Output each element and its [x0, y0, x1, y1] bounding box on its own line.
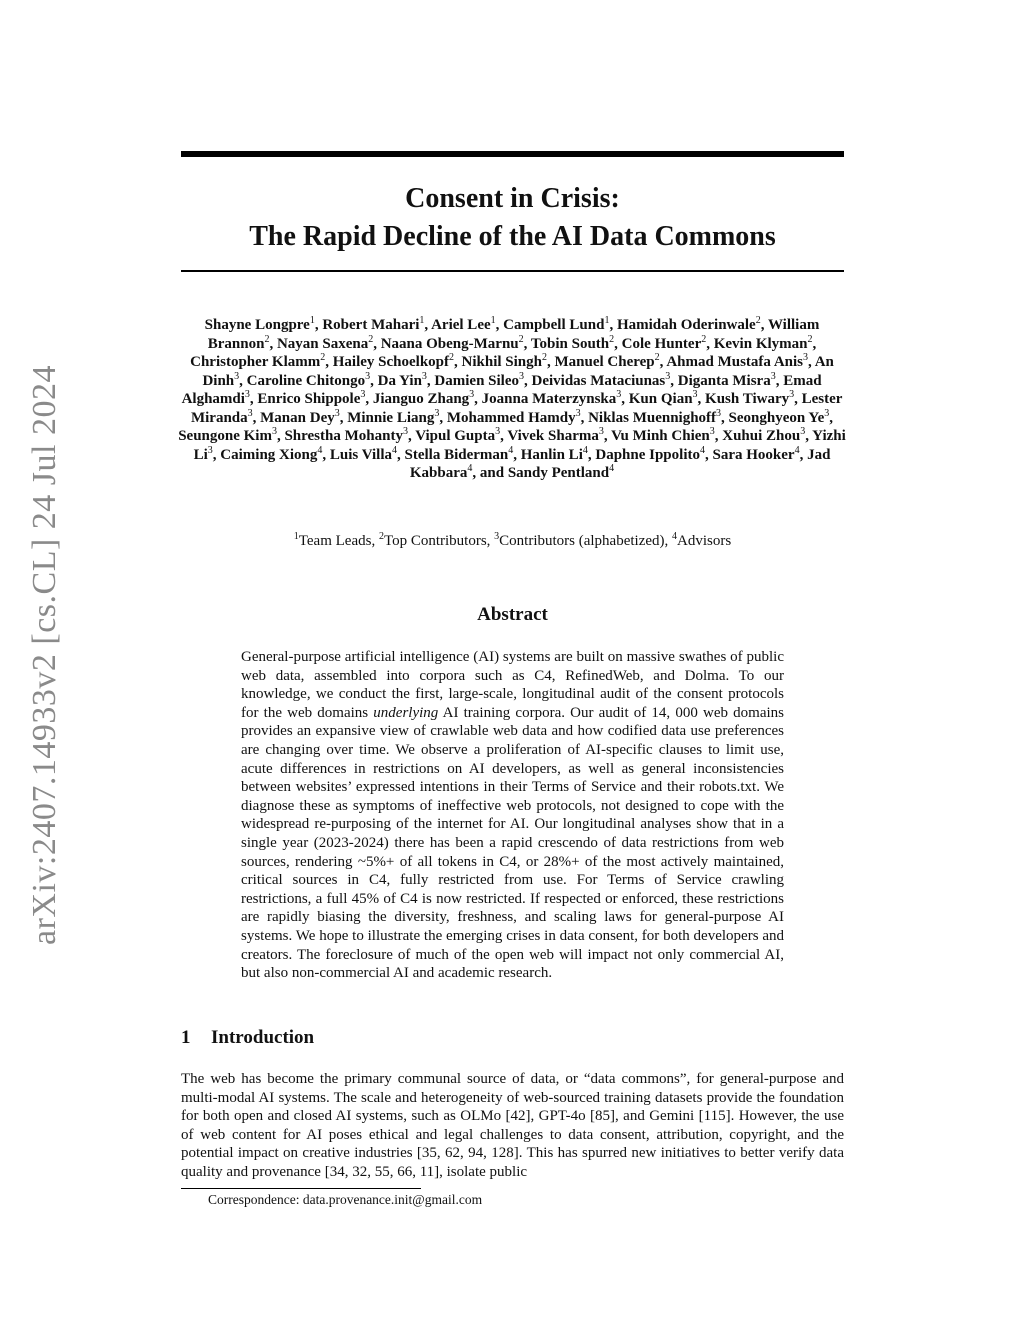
author-list: Shayne Longpre$^1$, Robert Mahari$^1$, Ariel Lee$^1$, Campbell Lund$^1$, Hamidah Oderinwale$^2$, William Brannon$^2$, Nayan Saxena$^2$, Naana Obeng-Marnu$^2$, Tobin South$^2$, Cole Hunter$^2$, Kevin Klyman$^2$, Christopher Klamm$^2$, Hailey Schoelkopf$^2$, Nikhil Singh$^2$, Manuel Cherep$^2$, Ahmad Mustafa Anis$^3$, An Dinh$^3$, Caroline Chitongo$^3$, Da Yin$^3$, Damien Sileo$^3$, Deividas Mataciunas$^3$, Diganta Misra$^3$, Emad Alghamdi$^3$, Enrico Shippole$^3$, Jianguo Zhang$^3$, Joanna Materzynska$^3$, Kun Qian$^3$, Kush Tiwary$^3$, Lester Miranda$^3$, Manan Dey$^3$, Minnie Liang$^3$, Mohammed Hamdy$^3$, Niklas Muennighoff$^3$, Seonghyeon Ye$^3$, Seungone Kim$^3$, Shrestha Mohanty$^3$, Vipul Gupta$^3$, Vivek Sharma$^3$, Vu Minh Chien$^3$, Xuhui Zhou$^3$, Yizhi Li$^3$, Caiming Xiong$^4$, Luis Villa$^4$, Stella Biderman$^4$, Hanlin Li$^4$, Daphne Ippolito$^4$, Sara Hooker$^4$, Jad Kabbara$^4$, and Sandy Pentland$^4$ — [178, 315, 846, 481]
affiliation-label: Team Leads — [298, 533, 372, 549]
author-affiliation-marker: 1 — [309, 315, 315, 326]
title-bottom-rule — [181, 270, 844, 272]
author-affiliation-marker: 3 — [469, 389, 475, 400]
author-name: Christopher Klamm — [190, 354, 321, 370]
author-name: Hamidah Oderinwale — [616, 317, 756, 333]
author-affiliation-marker: 3 — [421, 370, 427, 382]
author-affiliation-marker: 2 — [654, 352, 660, 363]
author-affiliation-marker: 4 — [582, 444, 588, 456]
author-name: Da Yin — [377, 372, 422, 389]
footnote-rule — [181, 1188, 421, 1189]
abstract-text-2: AI training corpora. Our audit of 14, 000 web domains provides an expansive view of crawlable web data and how codified data use preferences are changing over time. We observe a proliferation of AI-specific clauses to limit use, acute differences in restrictions on AI developers, as well as general inconsistencies between websites’ expressed intentions in their Terms of Service and their robots.txt. We diagnose these as symptoms of ineffective web protocols, not designed to cope with the widespread re-purposing of the internet for AI. Our longitudinal analyses show that in a single year (2023-2024) there has been a rapid crescendo of data restrictions from web sources, rendering ~5%+ of all tokens in C4, or 28%+ of the most actively maintained, critical sources in C4, fully restricted from use. For Terms of Service crawling restrictions, a full 45% of C4 is now restricted. If respected or enforced, these restrictions are rapidly biasing the diversity, freshness, and scaling laws for general-purpose AI systems. We hope to illustrate the emerging crises in data consent, for both developers and creators. The foreclosure of much of the open web will impact not only commercial AI, but also non-commercial AI and academic research. — [241, 704, 784, 982]
author-name: Mohammed Hamdy — [446, 409, 576, 426]
author-affiliation-marker: 3 — [575, 407, 581, 419]
affiliation-number: 1 — [293, 531, 299, 542]
affiliation-label: Top Contributors — [383, 533, 487, 549]
author-affiliation-marker: 3 — [247, 407, 253, 419]
author-affiliation-marker: 2 — [518, 333, 524, 345]
author-name: Hailey Schoelkopf — [332, 354, 450, 370]
author-name: Nikhil Singh — [461, 354, 542, 370]
author-name: Cole Hunter — [621, 335, 702, 352]
author-affiliation-marker: 3 — [803, 352, 809, 363]
author-affiliation-marker: 2 — [368, 333, 374, 345]
author-name: Kevin Klyman — [713, 335, 808, 352]
author-affiliation-marker: 3 — [271, 426, 277, 437]
author-name: William Brannon — [207, 317, 820, 352]
author-name: Shrestha Mohanty — [284, 428, 403, 444]
author-affiliation-marker: 4 — [794, 444, 800, 456]
author-name: Seungone Kim — [178, 428, 272, 444]
author-name: Manan Dey — [260, 409, 335, 426]
author-affiliation-marker: 4 — [699, 444, 705, 456]
author-name: Emad Alghamdi — [181, 372, 822, 407]
author-name: Nayan Saxena — [276, 335, 369, 352]
author-affiliation-marker: 3 — [789, 389, 795, 400]
author-affiliation-marker: 3 — [824, 407, 830, 419]
author-name: Kush Tiwary — [705, 391, 790, 407]
author-affiliation-marker: 3 — [616, 389, 622, 400]
author-affiliation-marker: 3 — [207, 444, 213, 456]
author-affiliation-marker: 4 — [392, 444, 397, 456]
author-name: Naana Obeng-Marnu — [380, 335, 519, 352]
author-affiliation-marker: 3 — [716, 407, 722, 419]
author-name: Ahmad Mustafa Anis — [666, 354, 804, 370]
author-name: Jad Kabbara — [409, 446, 831, 481]
author-name: Manuel Cherep — [554, 354, 655, 370]
author-name: Vu Minh Chien — [611, 428, 710, 444]
author-name: Vipul Gupta — [415, 428, 496, 444]
introduction-paragraph: The web has become the primary communal source of data, or “data commons”, for general-purpose and multi-modal AI systems. The scale and heterogeneity of web-sourced training datasets provide the foundation for both open and closed AI systems, such as OLMo [42], GPT-4o [85], and Gemini [115]. However, the use of web content for AI poses ethical and legal challenges to data consent, attribution, copyright, and the potential impact on creative industries [35, 62, 94, 128]. This has spurred new initiatives to better verify data quality and provenance [34, 32, 55, 66, 11], isolate public — [181, 1071, 844, 1180]
abstract-emphasis: underlying — [373, 704, 439, 721]
author-name: Caiming Xiong — [220, 446, 318, 463]
author-affiliation-marker: 1 — [419, 315, 425, 326]
author-name: Yizhi Li — [193, 428, 846, 463]
abstract-heading: Abstract — [477, 604, 548, 625]
author-name: Minnie Liang — [347, 409, 435, 426]
author-name: Sara Hooker — [712, 446, 795, 463]
author-name: Caroline Chitongo — [246, 372, 366, 389]
author-affiliation-marker: 2 — [264, 333, 270, 345]
author-name: Xuhui Zhou — [722, 428, 801, 444]
author-name: Seonghyeon Ye — [728, 409, 825, 426]
affiliation-legend: $^1$Team Leads, $^2$Top Contributors, $^3$Contributors (alphabetized), $^4$Advisors — [293, 531, 732, 549]
author-affiliation-marker: 3 — [334, 407, 340, 419]
author-affiliation-marker: 3 — [434, 407, 440, 419]
author-affiliation-marker: 4 — [508, 444, 514, 456]
author-affiliation-marker: 3 — [495, 426, 501, 437]
author-affiliation-marker: 2 — [609, 333, 615, 345]
author-affiliation-marker: 3 — [800, 426, 806, 437]
title-line-1: Consent in Crisis: — [405, 183, 620, 214]
section-title: Introduction — [211, 1027, 315, 1048]
author-affiliation-marker: 3 — [402, 426, 408, 437]
author-affiliation-marker: 2 — [320, 352, 326, 363]
abstract-body — [241, 648, 784, 983]
title-line-2: The Rapid Decline of the AI Data Commons — [249, 221, 776, 252]
author-affiliation-marker: 2 — [755, 315, 761, 326]
affiliation-number: 4 — [672, 531, 678, 542]
author-affiliation-marker: 3 — [360, 389, 366, 400]
author-name: Deividas Mataciunas — [531, 372, 666, 389]
author-affiliation-marker: 1 — [490, 315, 496, 326]
author-name: Damien Sileo — [434, 372, 520, 389]
author-name: Shayne Longpre — [204, 317, 310, 333]
author-name: Vivek Sharma — [507, 428, 599, 444]
author-affiliation-marker: 2 — [541, 352, 547, 363]
author-name: Joanna Materzynska — [481, 391, 617, 407]
author-affiliation-marker: 3 — [365, 370, 371, 382]
section-number: 1 — [181, 1027, 191, 1048]
title-top-rule — [181, 151, 844, 157]
affiliation-label: Advisors — [677, 533, 732, 549]
correspondence-footnote[interactable]: Correspondence: data.provenance.init@gmail.com — [208, 1192, 483, 1207]
affiliation-number: 3 — [494, 531, 500, 542]
author-affiliation-marker: 4 — [467, 463, 473, 474]
author-affiliation-marker: 4 — [317, 444, 323, 456]
author-affiliation-marker: 2 — [807, 333, 813, 345]
author-name: Sandy Pentland — [507, 465, 610, 481]
paper-title — [181, 180, 844, 256]
author-affiliation-marker: 3 — [519, 370, 525, 382]
author-name: Lester Miranda — [190, 391, 843, 426]
author-name: Campbell Lund — [503, 317, 605, 333]
abstract-text-1: General-purpose artificial intelligence (AI) systems are built on massive swathes of public web data, assembled into corpora such as C4, RefinedWeb, and Dolma. To our knowledge, we conduct the first, large-scale, longitudinal audit of the consent protocols for the web domains — [241, 649, 784, 721]
author-name: Daphne Ippolito — [595, 446, 700, 463]
section-heading — [181, 1027, 314, 1049]
affiliation-label: Contributors (alphabetized) — [499, 533, 665, 549]
author-affiliation-marker: 4 — [609, 463, 615, 474]
author-name: Robert Mahari — [322, 317, 420, 333]
author-affiliation-marker: 1 — [604, 315, 610, 326]
author-name: Niklas Muennighoff — [588, 409, 717, 426]
author-affiliation-marker: 3 — [692, 389, 698, 400]
author-name: Tobin South — [530, 335, 610, 352]
author-name: Diganta Misra — [677, 372, 771, 389]
author-affiliation-marker: 3 — [234, 370, 240, 382]
arxiv-stamp[interactable]: arXiv:2407.14933v2 [cs.CL] 24 Jul 2024 — [26, 365, 63, 945]
author-name: Kun Qian — [628, 391, 693, 407]
author-name: An Dinh — [202, 354, 834, 389]
author-name: Enrico Shippole — [257, 391, 361, 407]
affiliation-number: 2 — [378, 531, 384, 542]
author-name: Jianguo Zhang — [372, 391, 470, 407]
author-affiliation-marker: 2 — [449, 352, 455, 363]
author-name: Luis Villa — [329, 446, 392, 463]
author-affiliation-marker: 3 — [244, 389, 250, 400]
author-name: Ariel Lee — [431, 317, 491, 333]
author-affiliation-marker: 3 — [709, 426, 715, 437]
author-affiliation-marker: 2 — [701, 333, 707, 345]
author-name: Hanlin Li — [520, 446, 583, 463]
author-affiliation-marker: 3 — [598, 426, 604, 437]
author-affiliation-marker: 3 — [665, 370, 671, 382]
author-name: Stella Biderman — [404, 446, 509, 463]
author-affiliation-marker: 3 — [770, 370, 776, 382]
